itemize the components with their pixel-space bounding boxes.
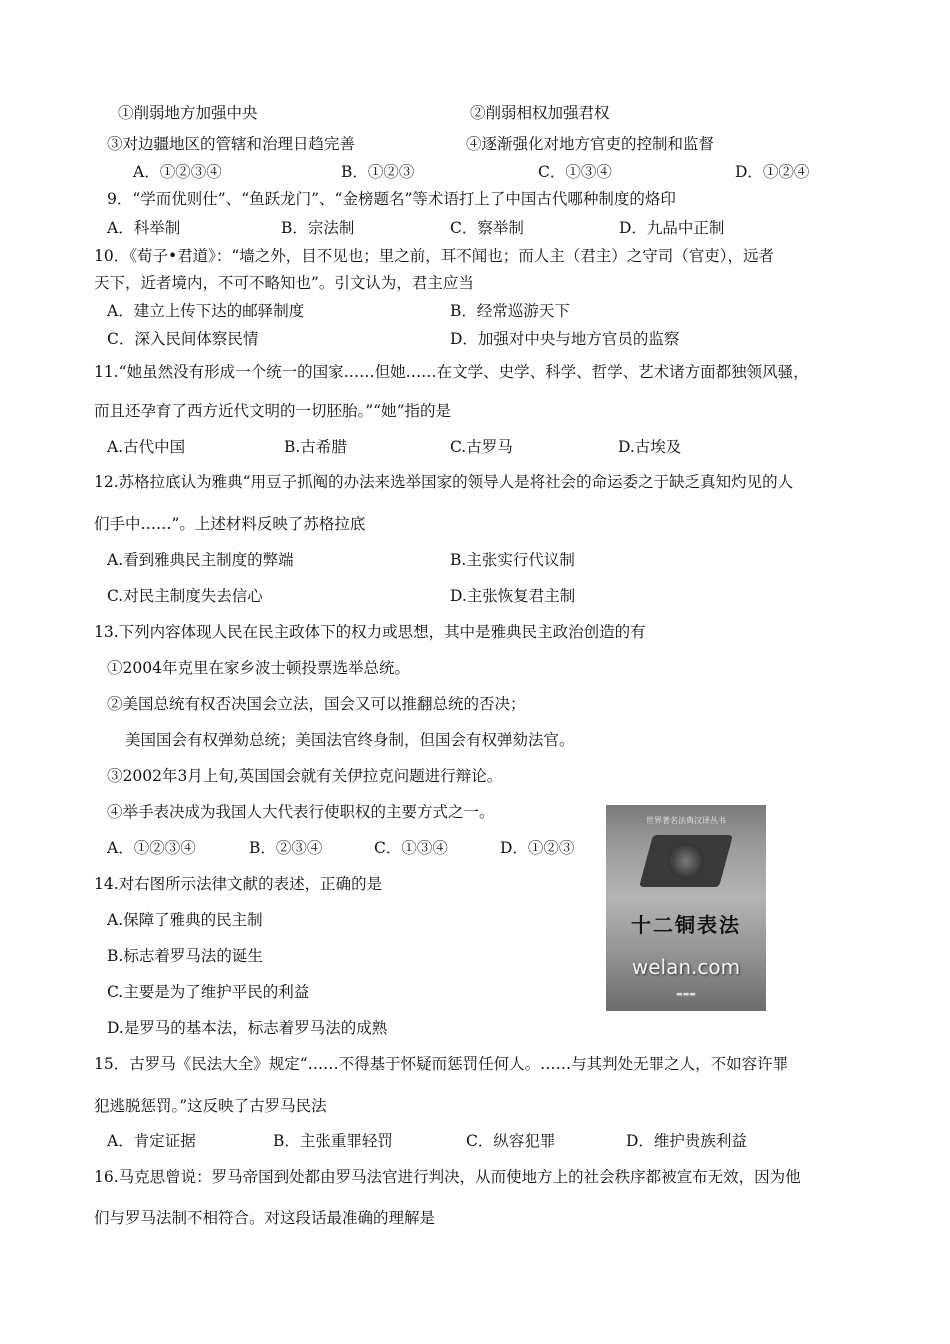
q10-option-b: B．经常巡游天下 bbox=[450, 302, 570, 320]
q10-option-a: A．建立上传下达的邮驿制度 bbox=[107, 302, 305, 320]
q16-stem-line-1: 16.马克思曾说：罗马帝国到处都由罗马法官进行判决，从而使地方上的社会秩序都被宣布无效，因为他 bbox=[94, 1168, 801, 1186]
q13-option-d: D．①②③ bbox=[500, 839, 575, 857]
q14-option-d: D.是罗马的基本法，标志着罗马法的成熟 bbox=[107, 1019, 388, 1037]
q13-stem: 13.下列内容体现人民在民主政体下的权力或思想，其中是雅典民主政治创造的有 bbox=[94, 623, 646, 641]
q10-stem-line-1: 10．《荀子•君道》：“墙之外，目不见也；里之前，耳不闻也；而人主（君主）之守司（官吏），远者 bbox=[94, 247, 775, 265]
q8-statement-3: ③对边疆地区的管辖和治理日趋完善 bbox=[107, 135, 356, 153]
q11-stem-line-1: 11.“她虽然没有形成一个统一的国家……但她……在文学、史学、科学、哲学、艺术诸方面都独领风骚， bbox=[94, 363, 809, 381]
q12-stem-line-2: 们手中……”。上述材料反映了苏格拉底 bbox=[94, 515, 366, 533]
twelve-tables-book-cover bbox=[606, 805, 766, 1011]
q11-option-d: D.古埃及 bbox=[618, 438, 682, 456]
q9-option-d: D．九品中正制 bbox=[619, 219, 725, 237]
q12-option-b: B.主张实行代议制 bbox=[450, 551, 575, 569]
q9-option-b: B．宗法制 bbox=[281, 219, 355, 237]
q15-stem-line-2: 犯逃脱惩罚。”这反映了古罗马民法 bbox=[94, 1097, 327, 1115]
q14-option-c: C.主要是为了维护平民的利益 bbox=[107, 983, 310, 1001]
q14-option-b: B.标志着罗马法的诞生 bbox=[107, 947, 263, 965]
q8-statement-4: ④逐渐强化对地方官吏的控制和监督 bbox=[466, 135, 715, 153]
q11-stem-line-2: 而且还孕育了西方近代文明的一切胚胎。”“她”指的是 bbox=[94, 402, 452, 420]
q8-statement-1: ①削弱地方加强中央 bbox=[118, 104, 258, 122]
q12-stem-line-1: 12.苏格拉底认为雅典“用豆子抓阄的办法来选举国家的领导人是将社会的命运委之于缺乏真知灼见的人 bbox=[94, 473, 794, 491]
q8-statement-2: ②削弱相权加强君权 bbox=[470, 104, 610, 122]
book-seal-icon bbox=[668, 843, 704, 879]
book-publisher-bar: ▬▬▬ bbox=[676, 990, 696, 998]
q10-stem-line-2: 天下，近者境内，不可不略知也”。引文认为，君主应当 bbox=[94, 274, 474, 292]
q9-option-c: C．察举制 bbox=[450, 219, 524, 237]
q11-option-b: B.古希腊 bbox=[284, 438, 347, 456]
q13-option-a: A．①②③④ bbox=[107, 839, 196, 857]
q12-option-d: D.主张恢复君主制 bbox=[450, 587, 576, 605]
q15-stem-line-1: 15．古罗马《民法大全》规定“……不得基于怀疑而惩罚任何人。……与其判处无罪之人，不如容许罪 bbox=[94, 1055, 789, 1073]
q9-stem: 9．“学而优则仕”、“鱼跃龙门”、“金榜题名”等术语打上了中国古代哪种制度的烙印 bbox=[107, 190, 676, 208]
q8-option-c: C．①③④ bbox=[538, 163, 612, 181]
q15-option-b: B．主张重罪轻罚 bbox=[273, 1132, 393, 1150]
q16-stem-line-2: 们与罗马法制不相符合。对这段话最准确的理解是 bbox=[94, 1209, 436, 1227]
book-series-text: 世界著名法典汉译丛书 bbox=[646, 816, 726, 825]
q14-stem: 14.对右图所示法律文献的表述，正确的是 bbox=[94, 875, 383, 893]
q13-statement-2a: ②美国总统有权否决国会立法，国会又可以推翻总统的否决； bbox=[107, 695, 526, 713]
q14-option-a: A.保障了雅典的民主制 bbox=[107, 911, 263, 929]
watermark-text: welan.com bbox=[631, 955, 741, 979]
q13-statement-4: ④举手表决成为我国人大代表行使职权的主要方式之一。 bbox=[107, 803, 495, 821]
q9-option-a: A．科举制 bbox=[107, 219, 181, 237]
q10-option-d: D．加强对中央与地方官员的监察 bbox=[450, 330, 680, 348]
q13-option-c: C．①③④ bbox=[374, 839, 448, 857]
q12-option-a: A.看到雅典民主制度的弊端 bbox=[107, 551, 294, 569]
q13-statement-2b: 美国国会有权弹劾总统；美国法官终身制，但国会有权弹劾法官。 bbox=[125, 731, 575, 749]
q13-statement-1: ①2004年克里在家乡波士顿投票选举总统。 bbox=[107, 659, 410, 677]
q8-option-a: A．①②③④ bbox=[133, 163, 222, 181]
q10-option-c: C．深入民间体察民情 bbox=[107, 330, 259, 348]
book-title: 十二铜表法 bbox=[631, 913, 741, 937]
q15-option-a: A．肯定证据 bbox=[107, 1132, 196, 1150]
q15-option-c: C．纵容犯罪 bbox=[466, 1132, 556, 1150]
q13-option-b: B．②③④ bbox=[249, 839, 323, 857]
q8-option-b: B．①②③ bbox=[341, 163, 415, 181]
q11-option-a: A.古代中国 bbox=[107, 438, 186, 456]
q8-option-d: D．①②④ bbox=[735, 163, 810, 181]
q13-statement-3: ③2002年3月上旬,英国国会就有关伊拉克问题进行辩论。 bbox=[107, 767, 503, 785]
q12-option-c: C.对民主制度失去信心 bbox=[107, 587, 263, 605]
q15-option-d: D．维护贵族利益 bbox=[626, 1132, 747, 1150]
q11-option-c: C.古罗马 bbox=[450, 438, 513, 456]
